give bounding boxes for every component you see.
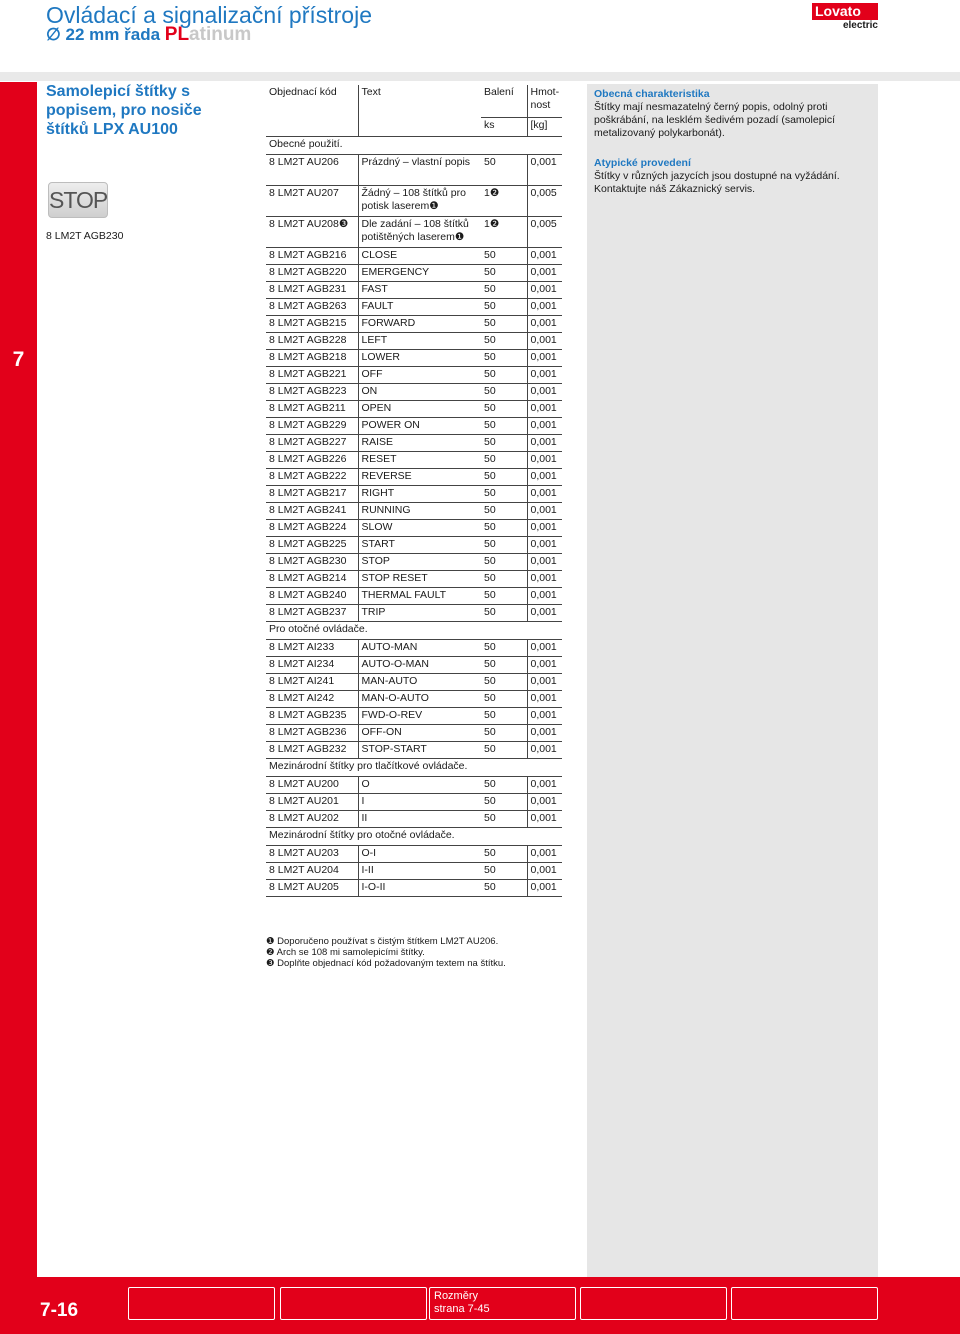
table-row [266,519,562,536]
table-row [266,366,562,383]
cell-weight: 0,001 [527,879,562,896]
table-row [266,417,562,434]
ref-page: strana 7-45 [434,1303,490,1315]
table-row [266,383,562,400]
cell-text: OFF-ON [358,724,481,741]
cell-code: 8 LM2T AGB228 [266,332,358,349]
table-row [266,879,562,896]
section-header-row [266,621,562,639]
cell-weight: 0,001 [527,690,562,707]
table-row [266,400,562,417]
cell-code: 8 LM2T AGB231 [266,281,358,298]
section-heading: Pro otočné ovládače. [266,621,562,639]
table-row [266,673,562,690]
cell-weight: 0,001 [527,570,562,587]
cell-text: FAST [358,281,481,298]
cell-weight: 0,001 [527,502,562,519]
cell-code: 8 LM2T AGB227 [266,434,358,451]
footer-box-2 [280,1287,427,1320]
section-heading: Mezinárodní štítky pro tlačítkové ovládače. [266,758,562,776]
cell-text: I [358,793,481,810]
cell-pack: 50 [481,281,527,298]
brand-platinum-pl: PL [164,24,190,45]
cell-pack: 50 [481,776,527,793]
cell-text: MAN-O-AUTO [358,690,481,707]
cell-pack: 50 [481,154,527,185]
cell-pack: 50 [481,366,527,383]
cell-weight: 0,001 [527,587,562,604]
cell-pack: 50 [481,639,527,656]
table-row [266,536,562,553]
table-row [266,656,562,673]
table-row [266,264,562,281]
cell-code: 8 LM2T AI234 [266,656,358,673]
cell-pack: 50 [481,400,527,417]
cell-pack: 50 [481,862,527,879]
cell-weight: 0,001 [527,519,562,536]
page-title: Ovládací a signalizační přístroje [46,2,372,28]
cell-pack: 50 [481,434,527,451]
cell-weight: 0,001 [527,741,562,758]
table-row [266,247,562,264]
cell-text: AUTO-O-MAN [358,656,481,673]
table-row [266,690,562,707]
table-row [266,724,562,741]
cell-pack: 50 [481,264,527,281]
cell-text: OPEN [358,400,481,417]
table-row [266,553,562,570]
cell-code: 8 LM2T AU205 [266,879,358,896]
cell-weight: 0,001 [527,451,562,468]
footnote-1: ❶ Doporučeno používat s čistým štítkem LM2T AU206. [266,936,499,947]
cell-pack: 50 [481,247,527,264]
table-header-row [266,85,562,117]
general-title: Obecná charakteristika [594,88,710,100]
cell-pack: 50 [481,690,527,707]
ref-label: Rozměry [434,1290,479,1302]
cell-weight: 0,001 [527,707,562,724]
cell-code: 8 LM2T AU203 [266,845,358,862]
cell-pack: 50 [481,298,527,315]
cell-text: RAISE [358,434,481,451]
cell-code: 8 LM2T AGB226 [266,451,358,468]
cell-weight: 0,001 [527,315,562,332]
cell-code: 8 LM2T AGB215 [266,315,358,332]
cell-text: FORWARD [358,315,481,332]
cell-pack: 50 [481,502,527,519]
cell-weight: 0,001 [527,673,562,690]
general-text: Štítky mají nesmazatelný černý popis, odolný proti poškrábání, na lesklém šedivém pozadí (samolepicí metalizovaný polykarbonát). [594,101,836,139]
section-heading: Mezinárodní štítky pro otočné ovládače. [266,827,562,845]
cell-pack: 50 [481,845,527,862]
table-row [266,810,562,827]
cell-code: 8 LM2T AGB236 [266,724,358,741]
cell-text: AUTO-MAN [358,639,481,656]
cell-code: 8 LM2T AGB230 [266,553,358,570]
cell-text: Prázdný – vlastní popis [358,154,481,185]
cell-pack: 50 [481,724,527,741]
cell-code: 8 LM2T AGB229 [266,417,358,434]
cell-pack: 50 [481,793,527,810]
header-code: Objednací kód [269,86,337,98]
table-row [266,639,562,656]
cell-text: I-II [358,862,481,879]
cell-pack: 1❷ [481,185,527,216]
cell-weight: 0,001 [527,434,562,451]
cell-weight: 0,001 [527,724,562,741]
cell-code: 8 LM2T AGB217 [266,485,358,502]
cell-pack: 50 [481,468,527,485]
cell-weight: 0,001 [527,281,562,298]
footer-box-5 [731,1287,878,1320]
table-row [266,604,562,621]
cell-code: 8 LM2T AI233 [266,639,358,656]
cell-weight: 0,001 [527,349,562,366]
table-row [266,451,562,468]
info-sidebar [587,84,878,1277]
cell-weight: 0,001 [527,793,562,810]
cell-weight: 0,001 [527,604,562,621]
cell-code: 8 LM2T AGB220 [266,264,358,281]
cell-code: 8 LM2T AU208❸ [266,216,358,247]
cell-weight: 0,001 [527,400,562,417]
cell-text: MAN-AUTO [358,673,481,690]
cell-text: RESET [358,451,481,468]
cell-code: 8 LM2T AGB221 [266,366,358,383]
cell-weight: 0,001 [527,639,562,656]
logo-sub: electric [842,20,878,31]
cell-pack: 50 [481,707,527,724]
cell-code: 8 LM2T AGB211 [266,400,358,417]
special-title: Atypické provedení [594,157,691,169]
table-row [266,298,562,315]
cell-text: OFF [358,366,481,383]
cell-text: O [358,776,481,793]
lovato-logo [812,3,878,31]
cell-code: 8 LM2T AGB237 [266,604,358,621]
table-row [266,587,562,604]
table-row [266,216,562,247]
logo-main: Lovato [812,3,878,20]
cell-pack: 50 [481,587,527,604]
cell-weight: 0,001 [527,536,562,553]
cell-text: Dle zadání – 108 štítků potištěných laserem❶ [358,216,481,247]
cell-text: TRIP [358,604,481,621]
cell-weight: 0,001 [527,247,562,264]
table-unit-row [266,117,562,136]
cell-weight: 0,001 [527,485,562,502]
cell-weight: 0,001 [527,845,562,862]
dimensions-ref [434,1290,490,1316]
special-text: Štítky v různých jazycích jsou dostupné na vyžádání. Kontaktujte náš Zákaznický servis. [594,170,840,195]
footer-box-1 [128,1287,275,1320]
cell-pack: 50 [481,417,527,434]
footnote-2: ❷ Arch se 108 mi samolepicími štítky. [266,947,425,958]
cell-pack: 50 [481,570,527,587]
table-row [266,349,562,366]
cell-pack: 50 [481,656,527,673]
header-divider [0,72,960,81]
cell-pack: 50 [481,332,527,349]
cell-code: 8 LM2T AGB222 [266,468,358,485]
cell-weight: 0,001 [527,298,562,315]
cell-code: 8 LM2T AGB235 [266,707,358,724]
section-heading: Obecné použití. [266,136,562,154]
cell-text: THERMAL FAULT [358,587,481,604]
cell-weight: 0,001 [527,468,562,485]
cell-weight: 0,001 [527,656,562,673]
section-header-row [266,136,562,154]
cell-text: RUNNING [358,502,481,519]
cell-weight: 0,001 [527,366,562,383]
subtitle-prefix: ∅ 22 mm řada [46,25,165,44]
cell-code: 8 LM2T AGB223 [266,383,358,400]
cell-code: 8 LM2T AGB216 [266,247,358,264]
table-row [266,154,562,185]
section-title: Samolepicí štítky s popisem, pro nosiče štítků LPX AU100 [46,83,202,138]
table-row [266,741,562,758]
cell-text: START [358,536,481,553]
cell-code: 8 LM2T AGB225 [266,536,358,553]
table-row [266,862,562,879]
product-table [266,85,562,897]
cell-code: 8 LM2T AI242 [266,690,358,707]
table-row [266,281,562,298]
cell-pack: 50 [481,485,527,502]
cell-text: SLOW [358,519,481,536]
stop-label-image: STOP [48,182,108,218]
cell-text: RIGHT [358,485,481,502]
cell-text: O-I [358,845,481,862]
table-row [266,707,562,724]
header-text: Text [358,85,481,117]
footer-box-4 [580,1287,727,1320]
cell-pack: 50 [481,536,527,553]
table-row [266,845,562,862]
cell-text: REVERSE [358,468,481,485]
cell-text: Žádný – 108 štítků pro potisk laserem❶ [358,185,481,216]
cell-code: 8 LM2T AGB232 [266,741,358,758]
cell-text: POWER ON [358,417,481,434]
cell-weight: 0,001 [527,264,562,281]
cell-weight: 0,005 [527,216,562,247]
cell-pack: 50 [481,604,527,621]
cell-code: 8 LM2T AU207 [266,185,358,216]
table-row [266,570,562,587]
cell-weight: 0,001 [527,776,562,793]
chapter-tab [0,82,37,1277]
cell-weight: 0,001 [527,332,562,349]
header-weight: Hmot-nost [527,85,562,117]
table-row [266,315,562,332]
cell-text: LEFT [358,332,481,349]
cell-code: 8 LM2T AGB218 [266,349,358,366]
cell-code: 8 LM2T AU204 [266,862,358,879]
cell-pack: 1❷ [481,216,527,247]
cell-text: STOP-START [358,741,481,758]
cell-text: I-O-II [358,879,481,896]
cell-pack: 50 [481,673,527,690]
cell-code: 8 LM2T AGB224 [266,519,358,536]
cell-text: II [358,810,481,827]
cell-weight: 0,001 [527,862,562,879]
cell-pack: 50 [481,349,527,366]
section-header-row [266,758,562,776]
table-row [266,332,562,349]
cell-weight: 0,001 [527,417,562,434]
cell-code: 8 LM2T AU202 [266,810,358,827]
cell-pack: 50 [481,810,527,827]
image-caption: 8 LM2T AGB230 [46,230,124,242]
cell-code: 8 LM2T AGB241 [266,502,358,519]
cell-code: 8 LM2T AU206 [266,154,358,185]
cell-pack: 50 [481,315,527,332]
table-row [266,776,562,793]
section-header-row [266,827,562,845]
cell-weight: 0,001 [527,553,562,570]
cell-text: LOWER [358,349,481,366]
table-row [266,793,562,810]
cell-text: CLOSE [358,247,481,264]
cell-code: 8 LM2T AI241 [266,673,358,690]
header-pack: Balení [484,86,514,98]
table-row [266,185,562,216]
unit-weight: [kg] [527,117,562,136]
brand-platinum-rest: atinum [189,24,252,45]
cell-text: FWD-O-REV [358,707,481,724]
cell-weight: 0,001 [527,154,562,185]
cell-weight: 0,005 [527,185,562,216]
footnote-3: ❸ Doplňte objednací kód požadovaným textem na štítku. [266,958,506,969]
cell-code: 8 LM2T AGB214 [266,570,358,587]
page-subtitle [46,24,251,46]
unit-pack: ks [481,117,527,136]
cell-pack: 50 [481,879,527,896]
cell-text: ON [358,383,481,400]
table-row [266,468,562,485]
cell-code: 8 LM2T AU201 [266,793,358,810]
cell-code: 8 LM2T AU200 [266,776,358,793]
cell-text: EMERGENCY [358,264,481,281]
cell-text: STOP RESET [358,570,481,587]
cell-code: 8 LM2T AGB240 [266,587,358,604]
table-row [266,502,562,519]
cell-text: FAULT [358,298,481,315]
cell-code: 8 LM2T AGB263 [266,298,358,315]
cell-weight: 0,001 [527,383,562,400]
cell-weight: 0,001 [527,810,562,827]
cell-pack: 50 [481,383,527,400]
chapter-number: 7 [12,348,25,371]
table-row [266,485,562,502]
table-row [266,434,562,451]
cell-text: STOP [358,553,481,570]
cell-pack: 50 [481,519,527,536]
cell-pack: 50 [481,741,527,758]
page-number: 7-16 [40,1300,79,1321]
cell-pack: 50 [481,553,527,570]
cell-pack: 50 [481,451,527,468]
